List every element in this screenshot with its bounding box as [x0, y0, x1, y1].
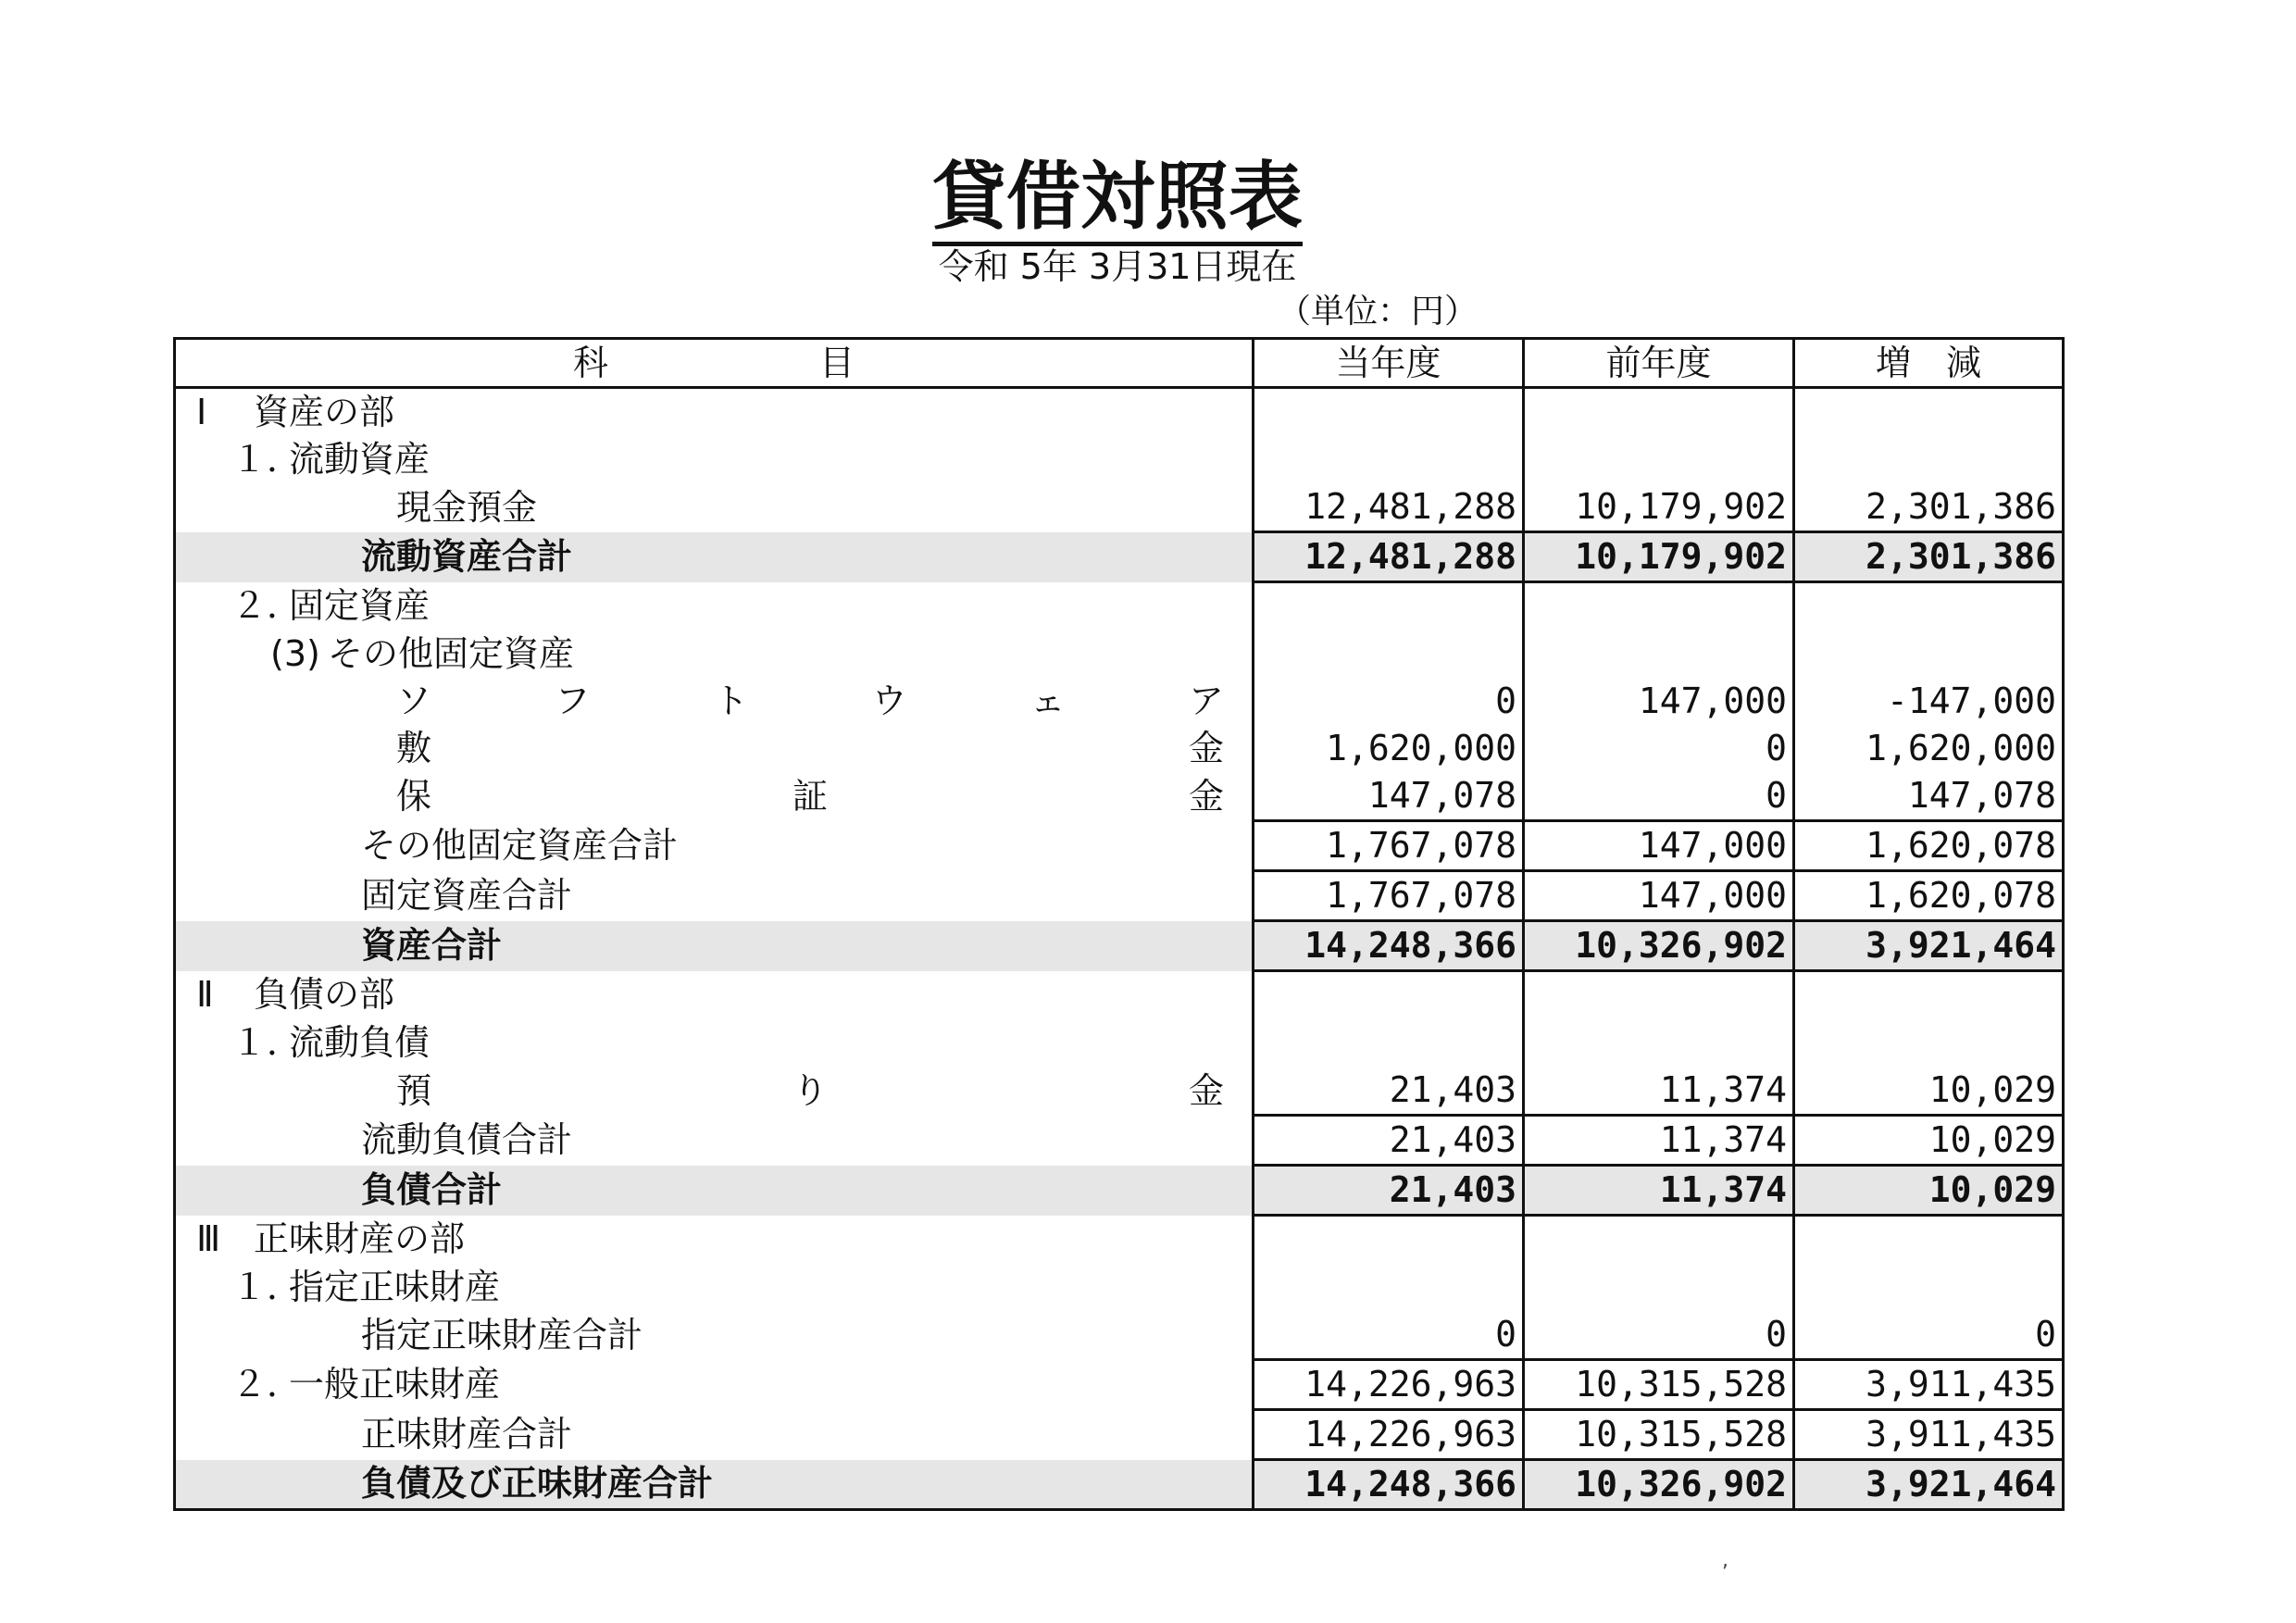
current-cell [1254, 1216, 1524, 1265]
current-cell [1254, 1019, 1524, 1067]
subject-cell: 現金預金 [396, 486, 538, 528]
subject-cell [175, 971, 1254, 1020]
subject-cell [175, 582, 1254, 631]
subtotal-row-current-liabilities [175, 1116, 2064, 1166]
subject-cell: 流動負債合計 [361, 1119, 573, 1160]
previous-cell: 11,374 [1524, 1116, 1794, 1166]
table-header-row [175, 339, 2064, 388]
previous-cell: 10,179,902 [1524, 483, 1794, 532]
header-subject: 科 目 [175, 339, 1254, 388]
section-row-net-assets [175, 1216, 2064, 1265]
subject-cell: 流動資産合計 [175, 532, 1254, 582]
change-cell [1794, 388, 2064, 437]
previous-cell: 10,326,902 [1524, 921, 1794, 971]
subject-cell [175, 630, 1254, 678]
label-char: 預 [396, 1069, 432, 1111]
change-cell: 3,921,464 [1794, 921, 2064, 971]
current-cell: 1,767,078 [1254, 821, 1524, 871]
category-label: 指定正味財産 [289, 1267, 501, 1307]
label-char: 証 [792, 775, 828, 817]
label-char: 金 [1188, 1069, 1224, 1111]
section-label: 正味財産の部 [254, 1218, 466, 1260]
spread-label [396, 1067, 1246, 1115]
current-cell: 21,403 [1254, 1067, 1524, 1116]
category-label: 流動負債 [289, 1022, 430, 1063]
change-cell: 0 [1794, 1311, 2064, 1360]
label-char: フ [555, 680, 591, 721]
section-row-assets [175, 388, 2064, 437]
previous-cell: 147,000 [1524, 678, 1794, 725]
label-char: ウ [871, 680, 907, 721]
section-number: Ⅲ [196, 1218, 221, 1260]
change-cell [1794, 1216, 2064, 1265]
current-cell: 12,481,288 [1254, 532, 1524, 582]
category-number: ２． [231, 585, 303, 627]
previous-cell: 10,179,902 [1524, 532, 1794, 582]
section-number: Ⅰ [196, 392, 207, 432]
change-cell: 10,029 [1794, 1116, 2064, 1166]
scan-speck: , [1722, 1549, 1728, 1572]
subtotal-row-other-fixed-assets [175, 821, 2064, 871]
change-cell [1794, 1264, 2064, 1311]
subject-cell: 正味財産合計 [361, 1414, 573, 1454]
current-cell: 12,481,288 [1254, 483, 1524, 532]
category-number: １． [231, 1267, 303, 1307]
change-cell [1794, 971, 2064, 1020]
section-label: 負債の部 [254, 974, 395, 1016]
subcategory-number: (3) [270, 633, 320, 674]
current-cell: 14,248,366 [1254, 921, 1524, 971]
subject-cell: 負債及び正味財産合計 [175, 1460, 1254, 1510]
spread-label [396, 773, 1246, 820]
current-cell: 21,403 [1254, 1166, 1524, 1216]
change-cell: 1,620,000 [1794, 725, 2064, 772]
previous-cell [1524, 1019, 1794, 1067]
current-cell [1254, 1264, 1524, 1311]
change-cell: 1,620,078 [1794, 871, 2064, 921]
current-cell [1254, 388, 1524, 437]
header-current-year: 当年度 [1254, 339, 1524, 388]
subtotal-row-designated-net-assets [175, 1311, 2064, 1360]
subtotal-row-net-assets [175, 1410, 2064, 1460]
subtotal-row-current-assets [175, 532, 2064, 582]
previous-cell: 11,374 [1524, 1166, 1794, 1216]
change-cell: 2,301,386 [1794, 532, 2064, 582]
category-row-current-liabilities [175, 1019, 2064, 1067]
change-cell: 147,078 [1794, 772, 2064, 821]
previous-cell [1524, 582, 1794, 631]
subject-cell: 固定資産合計 [361, 875, 573, 916]
category-number: １． [231, 439, 303, 480]
current-cell [1254, 971, 1524, 1020]
current-cell: 14,248,366 [1254, 1460, 1524, 1510]
subject-cell [175, 678, 1254, 725]
subject-cell [175, 772, 1254, 821]
current-cell: 147,078 [1254, 772, 1524, 821]
current-cell [1254, 630, 1524, 678]
label-char: 保 [396, 775, 432, 817]
previous-cell: 11,374 [1524, 1067, 1794, 1116]
section-number: Ⅱ [196, 974, 214, 1016]
previous-cell [1524, 388, 1794, 437]
subtotal-row-fixed-assets [175, 871, 2064, 921]
change-cell: -147,000 [1794, 678, 2064, 725]
total-row-liabilities [175, 1166, 2064, 1216]
section-label: 資産の部 [254, 392, 395, 432]
item-row-cash [175, 483, 2064, 532]
previous-cell: 0 [1524, 772, 1794, 821]
unit-label: （単位：円） [1278, 293, 1479, 331]
label-char: ソ [396, 680, 432, 721]
subject-cell [175, 1019, 1254, 1067]
total-row-liabilities-and-net-assets [175, 1460, 2064, 1510]
spread-label [396, 725, 1246, 772]
balance-sheet-table [173, 337, 2065, 1511]
previous-cell [1524, 436, 1794, 483]
label-char: ト [713, 680, 749, 721]
previous-cell: 0 [1524, 725, 1794, 772]
subcategory-row-other-fixed-assets [175, 630, 2064, 678]
change-cell [1794, 1019, 2064, 1067]
previous-cell: 147,000 [1524, 821, 1794, 871]
subject-cell [175, 1216, 1254, 1265]
header-change: 増 減 [1794, 339, 2064, 388]
previous-cell: 10,326,902 [1524, 1460, 1794, 1510]
category-label: 流動資産 [289, 439, 430, 480]
header-previous-year: 前年度 [1524, 339, 1794, 388]
previous-cell [1524, 971, 1794, 1020]
subject-cell: 資産合計 [175, 921, 1254, 971]
change-cell [1794, 582, 2064, 631]
document-title: 貸借対照表 [0, 156, 2235, 239]
total-row-assets [175, 921, 2064, 971]
item-row-deposits-received [175, 1067, 2064, 1116]
item-row-software [175, 678, 2064, 725]
current-cell: 21,403 [1254, 1116, 1524, 1166]
subject-cell [175, 388, 1254, 437]
section-row-liabilities [175, 971, 2064, 1020]
label-char: ア [1188, 680, 1224, 721]
previous-cell [1524, 1264, 1794, 1311]
change-cell: 1,620,078 [1794, 821, 2064, 871]
label-char: り [792, 1069, 828, 1111]
label-char: ェ [1029, 680, 1066, 721]
item-row-guarantee-deposit [175, 772, 2064, 821]
category-row-general-net-assets [175, 1360, 2064, 1410]
subject-cell [175, 436, 1254, 483]
subject-cell [175, 725, 1254, 772]
category-number: １． [231, 1022, 303, 1063]
previous-cell: 0 [1524, 1311, 1794, 1360]
previous-cell: 10,315,528 [1524, 1410, 1794, 1460]
previous-cell [1524, 630, 1794, 678]
category-number: ２． [231, 1364, 303, 1405]
current-cell: 0 [1254, 678, 1524, 725]
subject-cell: 指定正味財産合計 [361, 1314, 643, 1355]
subject-cell: その他固定資産合計 [361, 825, 679, 866]
subject-cell [175, 1360, 1254, 1410]
subject-cell [175, 1264, 1254, 1311]
current-cell [1254, 582, 1524, 631]
current-cell: 14,226,963 [1254, 1410, 1524, 1460]
subject-cell: 負債合計 [175, 1166, 1254, 1216]
current-cell: 1,620,000 [1254, 725, 1524, 772]
category-label: 固定資産 [289, 585, 430, 627]
previous-cell: 10,315,528 [1524, 1360, 1794, 1410]
subcategory-label: その他固定資産 [328, 633, 575, 674]
subject-cell [175, 1067, 1254, 1116]
change-cell [1794, 630, 2064, 678]
current-cell [1254, 436, 1524, 483]
label-char: 金 [1188, 728, 1224, 768]
category-row-designated-net-assets [175, 1264, 2064, 1311]
previous-cell [1524, 1216, 1794, 1265]
change-cell: 3,921,464 [1794, 1460, 2064, 1510]
category-row-current-assets [175, 436, 2064, 483]
previous-cell: 147,000 [1524, 871, 1794, 921]
category-label: 一般正味財産 [289, 1364, 501, 1405]
current-cell: 1,767,078 [1254, 871, 1524, 921]
change-cell: 2,301,386 [1794, 483, 2064, 532]
category-row-fixed-assets [175, 582, 2064, 631]
change-cell: 10,029 [1794, 1067, 2064, 1116]
change-cell: 3,911,435 [1794, 1360, 2064, 1410]
label-char: 敷 [396, 728, 432, 768]
label-char: 金 [1188, 775, 1224, 817]
change-cell: 3,911,435 [1794, 1410, 2064, 1460]
current-cell: 0 [1254, 1311, 1524, 1360]
change-cell: 10,029 [1794, 1166, 2064, 1216]
as-of-date: 令和 5年 3月31日現在 [938, 246, 1297, 287]
spread-label [396, 678, 1246, 725]
change-cell [1794, 436, 2064, 483]
item-row-deposit [175, 725, 2064, 772]
current-cell: 14,226,963 [1254, 1360, 1524, 1410]
